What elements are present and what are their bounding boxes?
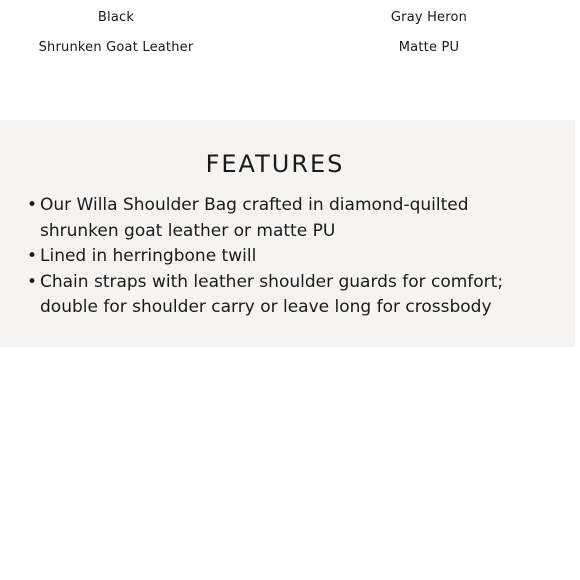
list-item — [24, 270, 549, 321]
feature-text: Chain straps with leather shoulder guards for comfort; double for shoulder carry or leave long for crossbody — [40, 271, 504, 317]
features-section — [0, 120, 575, 347]
variant-color-label: Gray Heron — [390, 10, 468, 25]
list-item — [24, 193, 549, 244]
feature-text: Lined in herringbone twill — [40, 246, 257, 266]
list-item — [24, 244, 549, 270]
variant-color-label: Black — [97, 10, 135, 25]
feature-text: Our Willa Shoulder Bag crafted in diamond-quilted shrunken goat leather or matte PU — [40, 195, 469, 241]
variant-material-label: Shrunken Goat Leather — [38, 40, 194, 55]
bullet-icon: • — [27, 195, 38, 215]
variant-material-label: Matte PU — [398, 40, 460, 55]
features-heading: FEATURES — [205, 150, 345, 178]
bullet-icon: • — [27, 246, 38, 266]
features-list — [24, 193, 549, 321]
bullet-icon: • — [27, 271, 38, 292]
